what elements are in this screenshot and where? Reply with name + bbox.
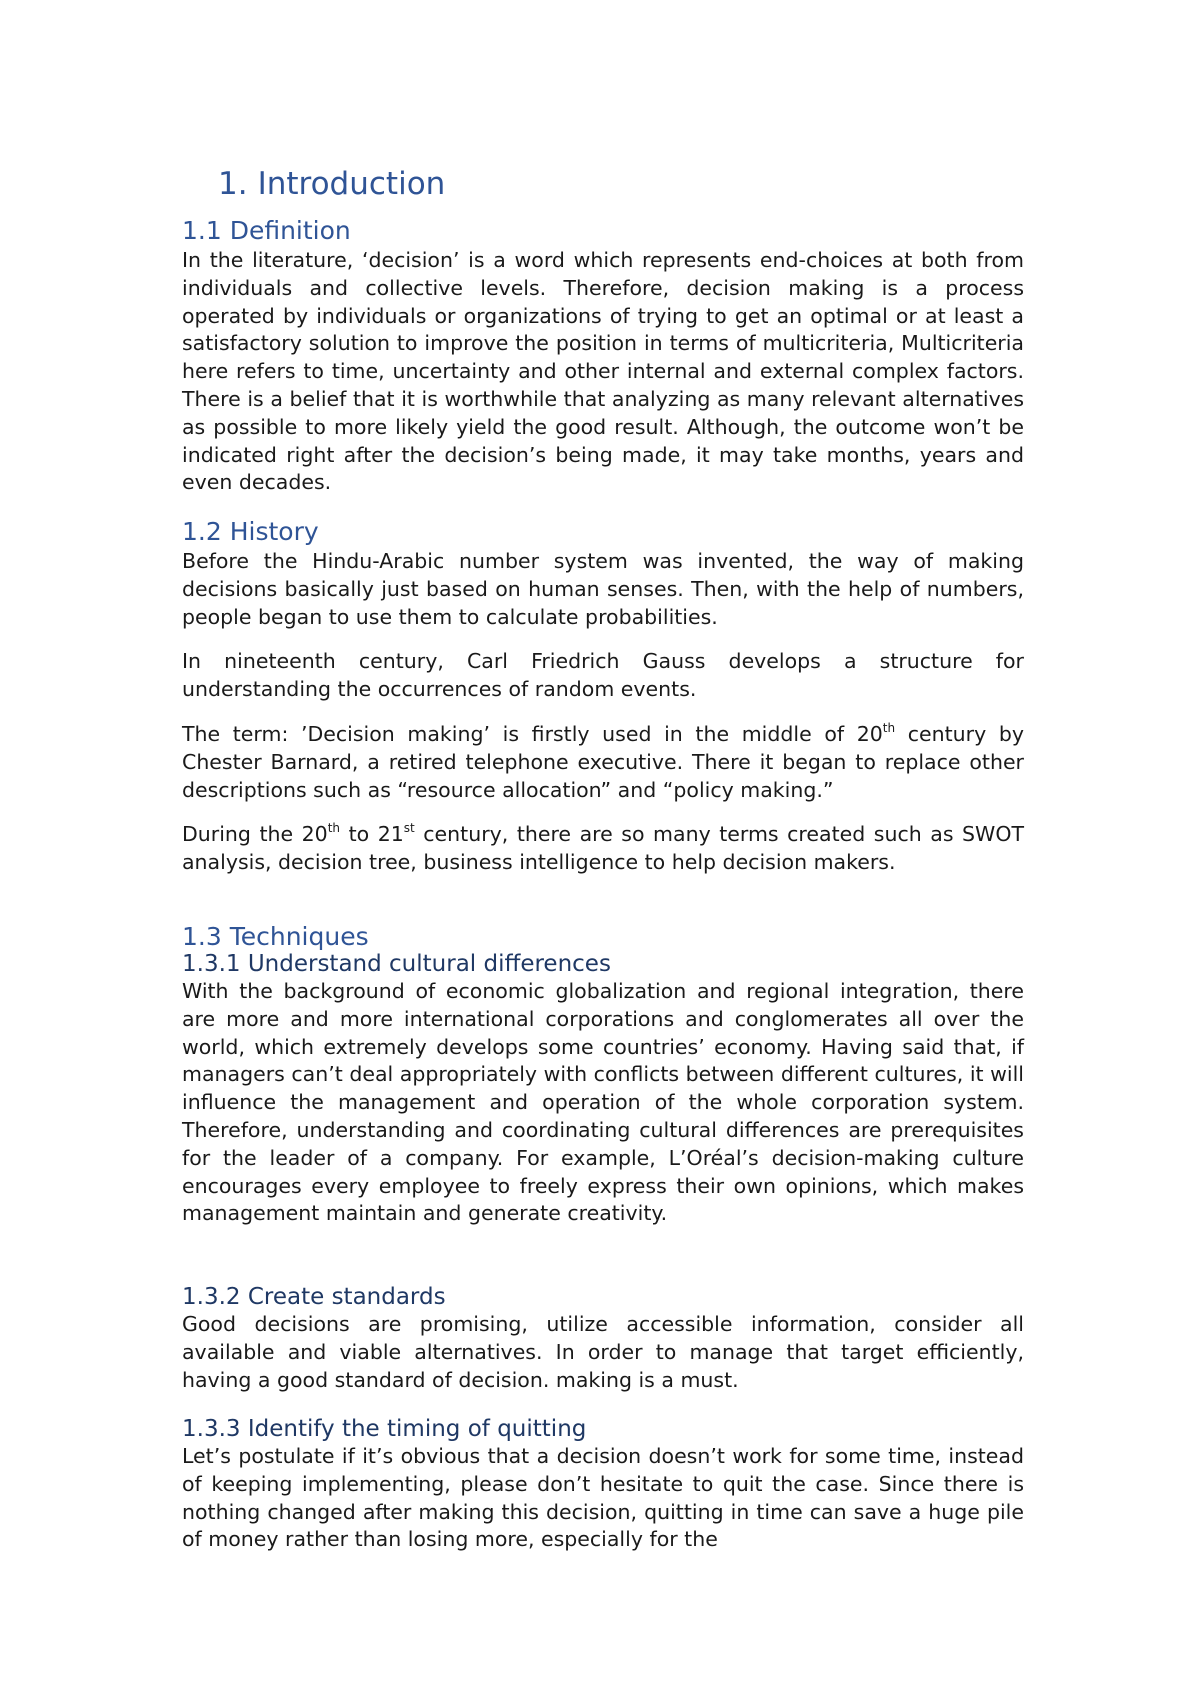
section-title-introduction — [218, 166, 445, 202]
definition-paragraph: In the literature, ‘decision’ is a word which represents end-choices at both from individuals and collective levels. Therefore, decision making is a process operated by individuals or organizations of trying to get an optimal or at least a satisfactory solution to improve the position in terms of multicriteria, Multicriteria here refers to time, uncertainty and other internal and external complex factors. There is a belief that it is worthwhile that analyzing as many relevant alternatives as possible to more likely yield the good result. Although, the outcome won’t be indicated right after the decision’s being made, it may take months, years and even decades. — [182, 248, 1024, 495]
create-standards-section — [182, 1284, 1024, 1394]
section-number: 1. — [218, 166, 248, 202]
techniques-heading: 1.3 Techniques — [182, 922, 369, 951]
history-paragraph-1: Before the Hindu-Arabic number system was invented, the way of making decisions basically just based on human senses. Then, with the help of numbers, people began to use them to calculate probabilities. — [182, 549, 1024, 629]
definition-section — [182, 216, 1024, 497]
create-standards-paragraph: Good decisions are promising, utilize accessible information, consider all available and viable alternatives. In order to manage that target efficiently, having a good standard of decision. making is a must. — [182, 1312, 1024, 1392]
timing-of-quitting-heading: 1.3.3 Identify the timing of quitting — [182, 1416, 587, 1442]
techniques-section — [182, 922, 1024, 1228]
history-paragraph-2: In nineteenth century, Carl Friedrich Gauss develops a structure for understanding the occurrences of random events. — [182, 649, 1024, 702]
create-standards-heading: 1.3.2 Create standards — [182, 1284, 446, 1310]
timing-of-quitting-section — [182, 1416, 1024, 1554]
section-title: Introduction — [257, 166, 446, 202]
cultural-differences-paragraph: With the background of economic globalization and regional integration, there are more and more international corporations and conglomerates all over the world, which extremely develops some countries’ economy. Having said that, if managers can’t deal appropriately with conflicts between different cultures, it will influence the management and operation of the whole corporation system. Therefore, understanding and coordinating cultural differences are prerequisites for the leader of a company. For example, L’Oréal’s decision-making culture encourages every employee to freely express their own opinions, which makes management maintain and generate creativity. — [182, 979, 1024, 1226]
history-paragraph-3: The term: ’Decision making’ is firstly used in the middle of 20th century by Chester Barnard, a retired telephone executive. There it began to replace other descriptions such as “resource allocation” and “policy making.” — [182, 720, 1024, 802]
history-section — [182, 517, 1024, 877]
history-paragraph-4: During the 20th to 21st century, there are so many terms created such as SWOT analysis, decision tree, business intelligence to help decision makers. — [182, 821, 1024, 875]
definition-heading: 1.1 Definition — [182, 216, 351, 245]
cultural-differences-heading: 1.3.1 Understand cultural differences — [182, 951, 611, 977]
timing-of-quitting-paragraph: Let’s postulate if it’s obvious that a decision doesn’t work for some time, instead of keeping implementing, please don’t hesitate to quit the case. Since there is nothing changed after making this decision, quitting in time can save a huge pile of money rather than losing more, especially for the — [182, 1444, 1024, 1552]
history-heading: 1.2 History — [182, 517, 319, 546]
